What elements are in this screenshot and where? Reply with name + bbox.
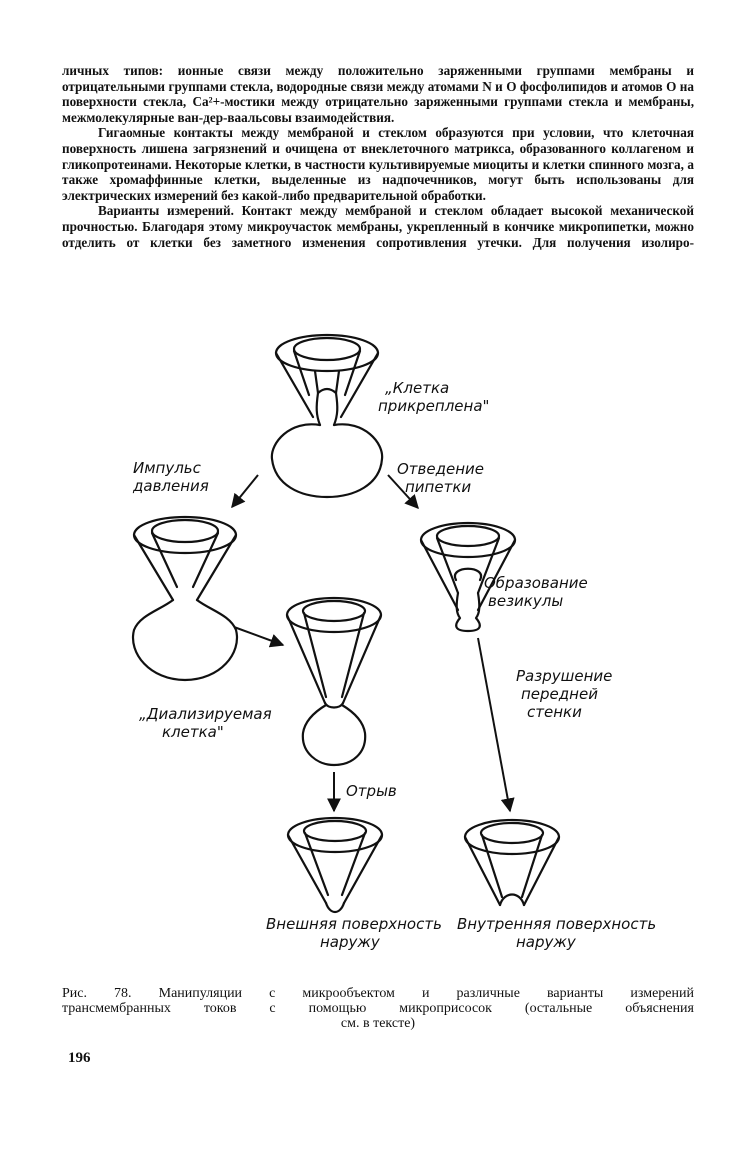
caption-line-1: Рис. 78. Манипуляции с микрообъектом и различные варианты измерений [62, 986, 694, 1001]
figure-caption [62, 986, 694, 1031]
paragraph-2: Гигаомные контакты между мембраной и стеклом образуются при условии, что клеточная поверхность лишена загрязнений и очищена от внеклеточного матрикса, образованного коллагеном и гликопротеинами. Некоторые клетки, в частности культивируемые миоциты и клетки спинного мозга, а также хромаффинные клетки, выделенные из надпочечников, могут быть использованы для электрических измерений без какой-либо предварительной обработки. [62, 125, 694, 203]
label-dialyzed-cell-2: клетка" [162, 723, 224, 741]
label-inside-out-2: наружу [516, 933, 576, 951]
caption-line-2: трансмембранных токов с помощью микроприсосок (остальные объяснения [62, 1001, 694, 1016]
outside-out-formation-diagram [287, 598, 381, 765]
label-cell-attached-1: „Клетка [385, 379, 450, 397]
figure-78 [0, 325, 754, 975]
label-wall-destruction-2: передней [521, 685, 598, 703]
paragraph-3-text: Контакт между мембраной и стеклом обладает высокой механической прочностью. Благодаря этому микроучасток мембраны, укрепленный в кончике микропипетки, можно отделить от клетки без заметного изменения сопротивления утечки. Для получения изолиро- [62, 203, 694, 250]
label-pressure-pulse-1: Импульс [133, 459, 201, 477]
label-wall-destruction-3: стенки [527, 703, 582, 721]
label-cell-attached-2: прикреплена" [378, 397, 490, 415]
label-outside-out-1: Внешняя поверхность [266, 915, 442, 933]
label-inside-out-1: Внутренняя поверхность [457, 915, 657, 933]
caption-line-3: см. в тексте) [340, 1016, 416, 1031]
cell-attached-diagram [272, 335, 382, 497]
page-number: 196 [68, 1050, 91, 1066]
label-pressure-pulse-2: давления [133, 477, 209, 495]
section-heading: Варианты измерений. [98, 203, 234, 219]
arrow-pressure-pulse [232, 475, 258, 507]
body-text [62, 63, 694, 250]
arrow-to-outside-out [234, 627, 283, 645]
inside-out-patch-diagram [465, 820, 559, 905]
label-wall-destruction-1: Разрушение [516, 667, 613, 685]
arrow-wall-destruction [478, 638, 510, 811]
dialyzed-cell-diagram [133, 517, 237, 680]
label-outside-out-2: наружу [320, 933, 380, 951]
outside-out-patch-diagram [288, 818, 382, 912]
paragraph-1: личных типов: ионные связи между положительно заряженными группами мембраны и отрицательными группами стекла, водородные связи между атомами N и O фосфолипидов и атомов O на поверхности стекла, Ca²+-мостики между отрицательно заряженными группами стекла и мембраны, межмолекулярные ван-дер-ваальсовы взаимодействия. [62, 63, 694, 125]
label-detachment: Отрыв [346, 782, 397, 800]
paragraph-3 [62, 203, 694, 250]
label-dialyzed-cell-1: „Диализируемая [139, 705, 272, 723]
label-vesicle-formation-1: Образование [484, 574, 588, 592]
label-pipette-withdrawal-1: Отведение [397, 460, 484, 478]
label-vesicle-formation-2: везикулы [488, 592, 564, 610]
label-pipette-withdrawal-2: пипетки [405, 478, 472, 496]
